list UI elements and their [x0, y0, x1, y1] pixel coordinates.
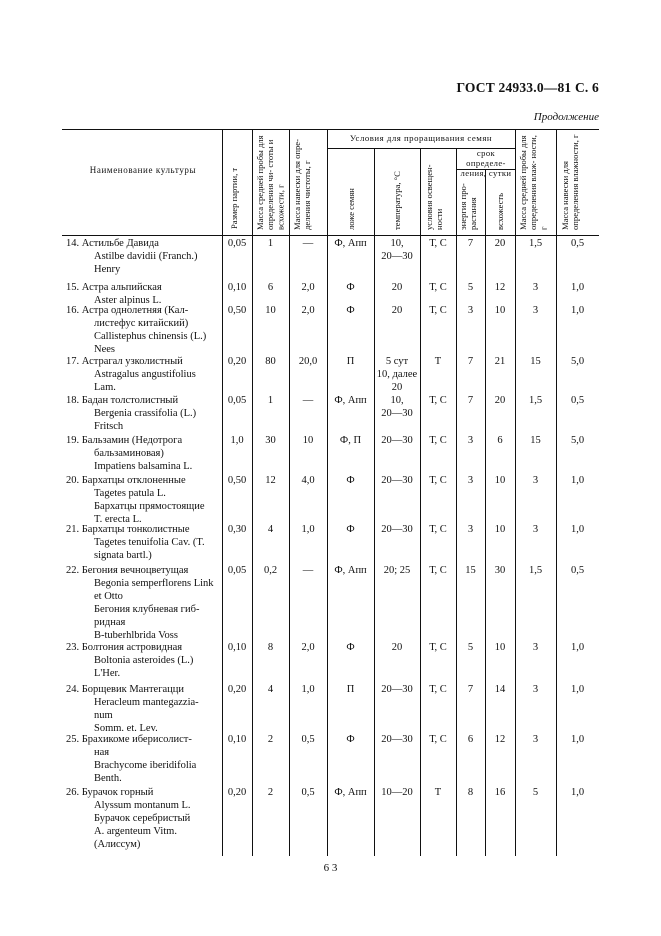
cell-temperature-line: 10, далее [376, 368, 418, 380]
cell-avg-sample-moisture: 3 [532, 684, 539, 695]
cell-germination: 12 [494, 734, 506, 745]
cell-culture-name [66, 395, 222, 434]
cell-avg-sample-moisture: 3 [532, 524, 539, 535]
cell-temperature-line: 10, [390, 395, 404, 406]
culture-name-line: (Алиссум) [94, 838, 141, 850]
cell-germination: 10 [494, 524, 506, 535]
culture-name-line: Tagetes patula L. [94, 487, 166, 499]
col-header-lot-size: Размер партии, т [229, 167, 239, 229]
cell-culture-name [66, 787, 222, 852]
cell-sample-mass-purity: — [302, 395, 314, 406]
culture-name-line: 19. Бальзамин (Недотрога [66, 435, 183, 446]
cell-lighting: Т [434, 787, 442, 798]
cell-avg-sample-mass: 8 [267, 642, 274, 653]
cell-culture-name [66, 734, 222, 786]
culture-name-line: Бегония клубневая гиб- [94, 603, 200, 615]
culture-name-line: Fritsch [94, 420, 124, 432]
culture-name-line: 15. Астра альпийская [66, 282, 162, 293]
cell-germination: 6 [497, 435, 503, 446]
culture-name-line: Бархатцы прямостоящие [94, 500, 205, 512]
cell-avg-sample-mass: 6 [267, 282, 274, 293]
cell-lighting: Т, С [429, 238, 447, 249]
cell-avg-sample-mass: 4 [267, 684, 274, 695]
cell-avg-sample-mass: 10 [265, 305, 276, 316]
cell-lot-size: 1,0 [230, 435, 244, 446]
cell-culture-name [66, 524, 222, 563]
cell-lot-size: 0,50 [227, 305, 247, 316]
cell-seed-bed: Ф, Апп [334, 787, 367, 798]
cell-temperature-line: 10, [390, 238, 404, 249]
cell-sample-mass-moisture: 1,0 [570, 282, 585, 293]
cell-lot-size: 0,50 [227, 475, 247, 486]
col-header-temperature: температура, °С [392, 171, 402, 230]
col-header-name: Наименование культуры [89, 165, 197, 175]
cell-lot-size: 0,20 [227, 356, 247, 367]
cell-lighting: Т [434, 356, 442, 367]
cell-sample-mass-moisture: 1,0 [570, 475, 585, 486]
cell-temperature-line: 20; 25 [383, 565, 411, 576]
cell-seed-bed: Ф [346, 734, 355, 745]
culture-name-line: листефус китайский) [94, 317, 189, 329]
cell-sample-mass-purity: 0,5 [301, 734, 315, 745]
cell-temperature [374, 282, 420, 295]
cell-lot-size: 0,20 [227, 787, 247, 798]
cell-germination: 10 [494, 305, 506, 316]
cell-lighting: Т, С [429, 435, 447, 446]
cell-energy: 5 [467, 282, 474, 293]
col-divider [420, 148, 421, 856]
cell-seed-bed: Ф, П [339, 435, 362, 446]
culture-name-line: Nees [94, 343, 115, 355]
culture-name-line: Begonia semperflorens Link [94, 577, 214, 589]
culture-name-line: 23. Болтония астровидная [66, 642, 183, 653]
culture-name-line: Impatiens balsamina L. [94, 460, 193, 472]
cell-culture-name [66, 305, 222, 357]
cell-seed-bed: Ф [346, 642, 355, 653]
culture-name-line: Astilbe davidii (Franch.) [94, 250, 198, 262]
cell-energy: 7 [467, 238, 474, 249]
cell-energy: 7 [467, 395, 474, 406]
cell-temperature-line: 20—30 [381, 524, 413, 535]
cell-temperature-line: 5 сут [385, 356, 409, 367]
cell-avg-sample-mass: 2 [267, 787, 274, 798]
cell-sample-mass-moisture: 1,0 [570, 305, 585, 316]
culture-name-line: 26. Бурачок горный [66, 787, 154, 798]
cell-seed-bed: Ф, Апп [334, 238, 367, 249]
cell-energy: 3 [467, 475, 474, 486]
cell-energy: 6 [467, 734, 474, 745]
cell-lighting: Т, С [429, 684, 447, 695]
culture-name-line: 20. Бархатцы отклоненные [66, 475, 186, 486]
culture-name-line: Somm. et. Lev. [94, 722, 158, 734]
cell-seed-bed: Ф [346, 282, 355, 293]
culture-name-line: et Otto [94, 590, 123, 602]
cell-avg-sample-moisture: 15 [530, 435, 541, 446]
cell-temperature [374, 305, 420, 318]
cell-temperature-line: 20—30 [381, 684, 413, 695]
cell-sample-mass-moisture: 1,0 [570, 642, 585, 653]
cell-lot-size: 0,30 [227, 524, 247, 535]
document-title: ГОСТ 24933.0—81 С. 6 [456, 80, 599, 95]
col-header-germination: всхожесть [495, 192, 505, 230]
cell-temperature [374, 475, 420, 488]
cell-lighting: Т, С [429, 565, 447, 576]
cell-culture-name [66, 282, 222, 308]
cell-temperature-line: 10—20 [381, 787, 413, 798]
cell-sample-mass-purity: 1,0 [301, 524, 315, 535]
cell-avg-sample-mass: 1 [267, 395, 274, 406]
table-top-rule [62, 129, 599, 130]
cell-sample-mass-moisture: 1,0 [570, 684, 585, 695]
cell-germination: 20 [494, 395, 506, 406]
cell-temperature [374, 524, 420, 537]
col-header-germination-group: Условия для проращивания семян [349, 133, 493, 143]
cell-seed-bed: Ф [346, 475, 355, 486]
cell-energy: 5 [467, 642, 474, 653]
cell-temperature [374, 642, 420, 655]
cell-sample-mass-moisture: 1,0 [570, 787, 585, 798]
col-header-avg-sample-moisture: Масса средней пробы для определения влаж- ности, г [518, 135, 549, 230]
culture-name-line: A. argenteum Vitm. [94, 825, 177, 837]
cell-lighting: Т, С [429, 282, 447, 293]
culture-name-line: T. erecta L. [94, 513, 142, 525]
culture-name-line: 25. Брахикоме иберисолист- [66, 734, 192, 745]
cell-avg-sample-mass: 4 [267, 524, 274, 535]
col-divider [485, 169, 486, 856]
cell-energy: 15 [465, 565, 476, 576]
culture-name-line: 17. Астрагал узколистный [66, 356, 183, 367]
col-header-energy: энергия про- растания [458, 183, 479, 230]
cell-energy: 3 [467, 435, 474, 446]
cell-lot-size: 0,10 [227, 642, 247, 653]
cell-energy: 8 [467, 787, 474, 798]
culture-name-line: Henry [94, 263, 121, 275]
cell-avg-sample-moisture: 15 [530, 356, 541, 367]
culture-name-line: L'Her. [94, 667, 121, 679]
cell-lighting: Т, С [429, 642, 447, 653]
cell-avg-sample-moisture: 1,5 [528, 395, 543, 406]
cell-avg-sample-moisture: 3 [532, 305, 539, 316]
cell-temperature [374, 435, 420, 448]
cell-temperature [374, 734, 420, 747]
cell-avg-sample-moisture: 1,5 [528, 238, 543, 249]
col-divider [456, 148, 457, 856]
cell-temperature-line: 20—30 [381, 475, 413, 486]
col-header-sample-mass-purity: Масса навески для опре-деления чистоты, г [292, 139, 313, 230]
cell-seed-bed: Ф, Апп [334, 565, 367, 576]
culture-name-line: 16. Астра однолетняя (Кал- [66, 305, 189, 316]
cell-sample-mass-purity: 2,0 [301, 282, 315, 293]
cell-sample-mass-purity: — [302, 238, 314, 249]
cell-temperature-line: 20—30 [381, 435, 413, 446]
cell-sample-mass-purity: 2,0 [301, 305, 315, 316]
cell-avg-sample-moisture: 5 [532, 787, 539, 798]
cell-sample-mass-purity: 20,0 [298, 356, 318, 367]
cell-temperature [374, 787, 420, 800]
col-header-seed-bed: ложе семян [346, 188, 356, 230]
cell-avg-sample-mass: 2 [267, 734, 274, 745]
cell-seed-bed: Ф, Апп [334, 395, 367, 406]
col-header-term-group: срок определе- ления, сутки [460, 148, 512, 178]
cell-sample-mass-moisture: 5,0 [570, 435, 585, 446]
culture-name-line: Callistephus chinensis (L.) [94, 330, 207, 342]
cell-lighting: Т, С [429, 475, 447, 486]
cell-sample-mass-purity: 0,5 [301, 787, 315, 798]
cell-temperature-line: 20—30 [381, 250, 413, 262]
cell-culture-name [66, 565, 222, 642]
col-header-avg-sample-mass: Масса средней пробы для определения чи- стоты и всхожести, г [255, 135, 286, 230]
culture-name-line: ридная [94, 616, 126, 628]
cell-culture-name [66, 475, 222, 527]
culture-name-line: num [94, 709, 113, 721]
cell-sample-mass-purity: 1,0 [301, 684, 315, 695]
cell-lighting: Т, С [429, 734, 447, 745]
culture-name-line: Lam. [94, 381, 116, 393]
page-number: 6 3 [323, 862, 338, 874]
cell-temperature-line: 20—30 [381, 407, 413, 419]
cell-germination: 14 [494, 684, 506, 695]
culture-name-line: ная [94, 746, 110, 758]
culture-name-line: Bergenia crassifolia (L.) [94, 407, 197, 419]
culture-name-line: Boltonia asteroides (L.) [94, 654, 194, 666]
cell-germination: 10 [494, 642, 506, 653]
cell-avg-sample-mass: 30 [265, 435, 276, 446]
cell-lot-size: 0,05 [227, 238, 247, 249]
cell-avg-sample-mass: 1 [267, 238, 274, 249]
cell-temperature-line: 20 [391, 642, 403, 653]
cell-culture-name [66, 356, 222, 395]
cell-temperature [374, 238, 420, 264]
cell-lighting: Т, С [429, 524, 447, 535]
cell-sample-mass-moisture: 0,5 [570, 395, 585, 406]
cell-lot-size: 0,20 [227, 684, 247, 695]
cell-temperature [374, 395, 420, 421]
cell-temperature [374, 356, 420, 395]
cell-seed-bed: Ф [346, 305, 355, 316]
cell-avg-sample-mass: 80 [265, 356, 276, 367]
cell-germination: 10 [494, 475, 506, 486]
culture-name-line: Brachycome iberidifolia [94, 759, 197, 771]
cell-temperature [374, 565, 420, 578]
cell-lot-size: 0,10 [227, 734, 247, 745]
culture-name-line: 24. Борщевик Мантегацци [66, 684, 185, 695]
cell-sample-mass-purity: — [302, 565, 314, 576]
cell-lighting: Т, С [429, 305, 447, 316]
culture-name-line: Бурачок серебристый [94, 812, 191, 824]
cell-sample-mass-purity: 10 [302, 435, 314, 446]
culture-name-line: signata bartl.) [94, 549, 152, 561]
cell-germination: 20 [494, 238, 506, 249]
culture-name-line: Astragalus angustifolius [94, 368, 196, 380]
col-header-sample-mass-moisture: Масса навески для определения влажности, г [560, 134, 581, 230]
cell-germination: 30 [494, 565, 506, 576]
culture-name-line: 22. Бегония вечноцветущая [66, 565, 189, 576]
cell-culture-name [66, 642, 222, 681]
culture-name-line: Aster alpinus L. [94, 294, 162, 306]
cell-lot-size: 0,05 [227, 395, 247, 406]
cell-sample-mass-purity: 2,0 [301, 642, 315, 653]
cell-temperature [374, 684, 420, 697]
cell-avg-sample-moisture: 3 [532, 282, 539, 293]
cell-avg-sample-mass: 0,2 [263, 565, 278, 576]
cell-avg-sample-mass: 12 [265, 475, 276, 486]
culture-name-line: Tagetes tenuifolia Cav. (T. [94, 536, 205, 548]
cell-germination: 12 [494, 282, 506, 293]
cell-avg-sample-moisture: 1,5 [528, 565, 543, 576]
cell-avg-sample-moisture: 3 [532, 642, 539, 653]
cell-sample-mass-moisture: 0,5 [570, 238, 585, 249]
cell-temperature-line: 20 [391, 381, 403, 393]
cell-culture-name [66, 238, 222, 277]
cell-lighting: Т, С [429, 395, 447, 406]
cell-seed-bed: П [346, 684, 355, 695]
cell-temperature-line: 20 [391, 305, 403, 316]
cell-sample-mass-moisture: 0,5 [570, 565, 585, 576]
continued-label: Продолжение [533, 111, 599, 123]
cell-temperature-line: 20 [391, 282, 403, 293]
culture-name-line: Alyssum montanum L. [94, 799, 191, 811]
culture-name-line: Heracleum mantegazzia- [94, 696, 199, 708]
cell-germination: 16 [494, 787, 506, 798]
cell-energy: 7 [467, 684, 474, 695]
table-header-bottom-rule [62, 235, 599, 236]
culture-name-line: B-tuberhlbrida Voss [94, 629, 178, 641]
cell-temperature-line: 20—30 [381, 734, 413, 745]
culture-name-line: Benth. [94, 772, 122, 784]
cell-energy: 3 [467, 524, 474, 535]
cell-sample-mass-moisture: 1,0 [570, 524, 585, 535]
cell-sample-mass-moisture: 5,0 [570, 356, 585, 367]
cell-germination: 21 [494, 356, 506, 367]
culture-name-line: 14. Астильбе Давида [66, 238, 159, 249]
culture-name-line: 18. Бадан толстолистный [66, 395, 179, 406]
cell-avg-sample-moisture: 3 [532, 475, 539, 486]
cell-sample-mass-purity: 4,0 [301, 475, 315, 486]
culture-name-line: бальзаминовая) [94, 447, 164, 459]
cell-culture-name [66, 435, 222, 474]
col-header-lighting: условия освещен- ности [424, 164, 445, 230]
cell-avg-sample-moisture: 3 [532, 734, 539, 745]
cell-seed-bed: П [346, 356, 355, 367]
cell-energy: 7 [467, 356, 474, 367]
cell-sample-mass-moisture: 1,0 [570, 734, 585, 745]
culture-name-line: 21. Бархатцы тонколистные [66, 524, 190, 535]
cell-seed-bed: Ф [346, 524, 355, 535]
cell-energy: 3 [467, 305, 474, 316]
cell-lot-size: 0,05 [227, 565, 247, 576]
cell-culture-name [66, 684, 222, 736]
cell-lot-size: 0,10 [227, 282, 247, 293]
